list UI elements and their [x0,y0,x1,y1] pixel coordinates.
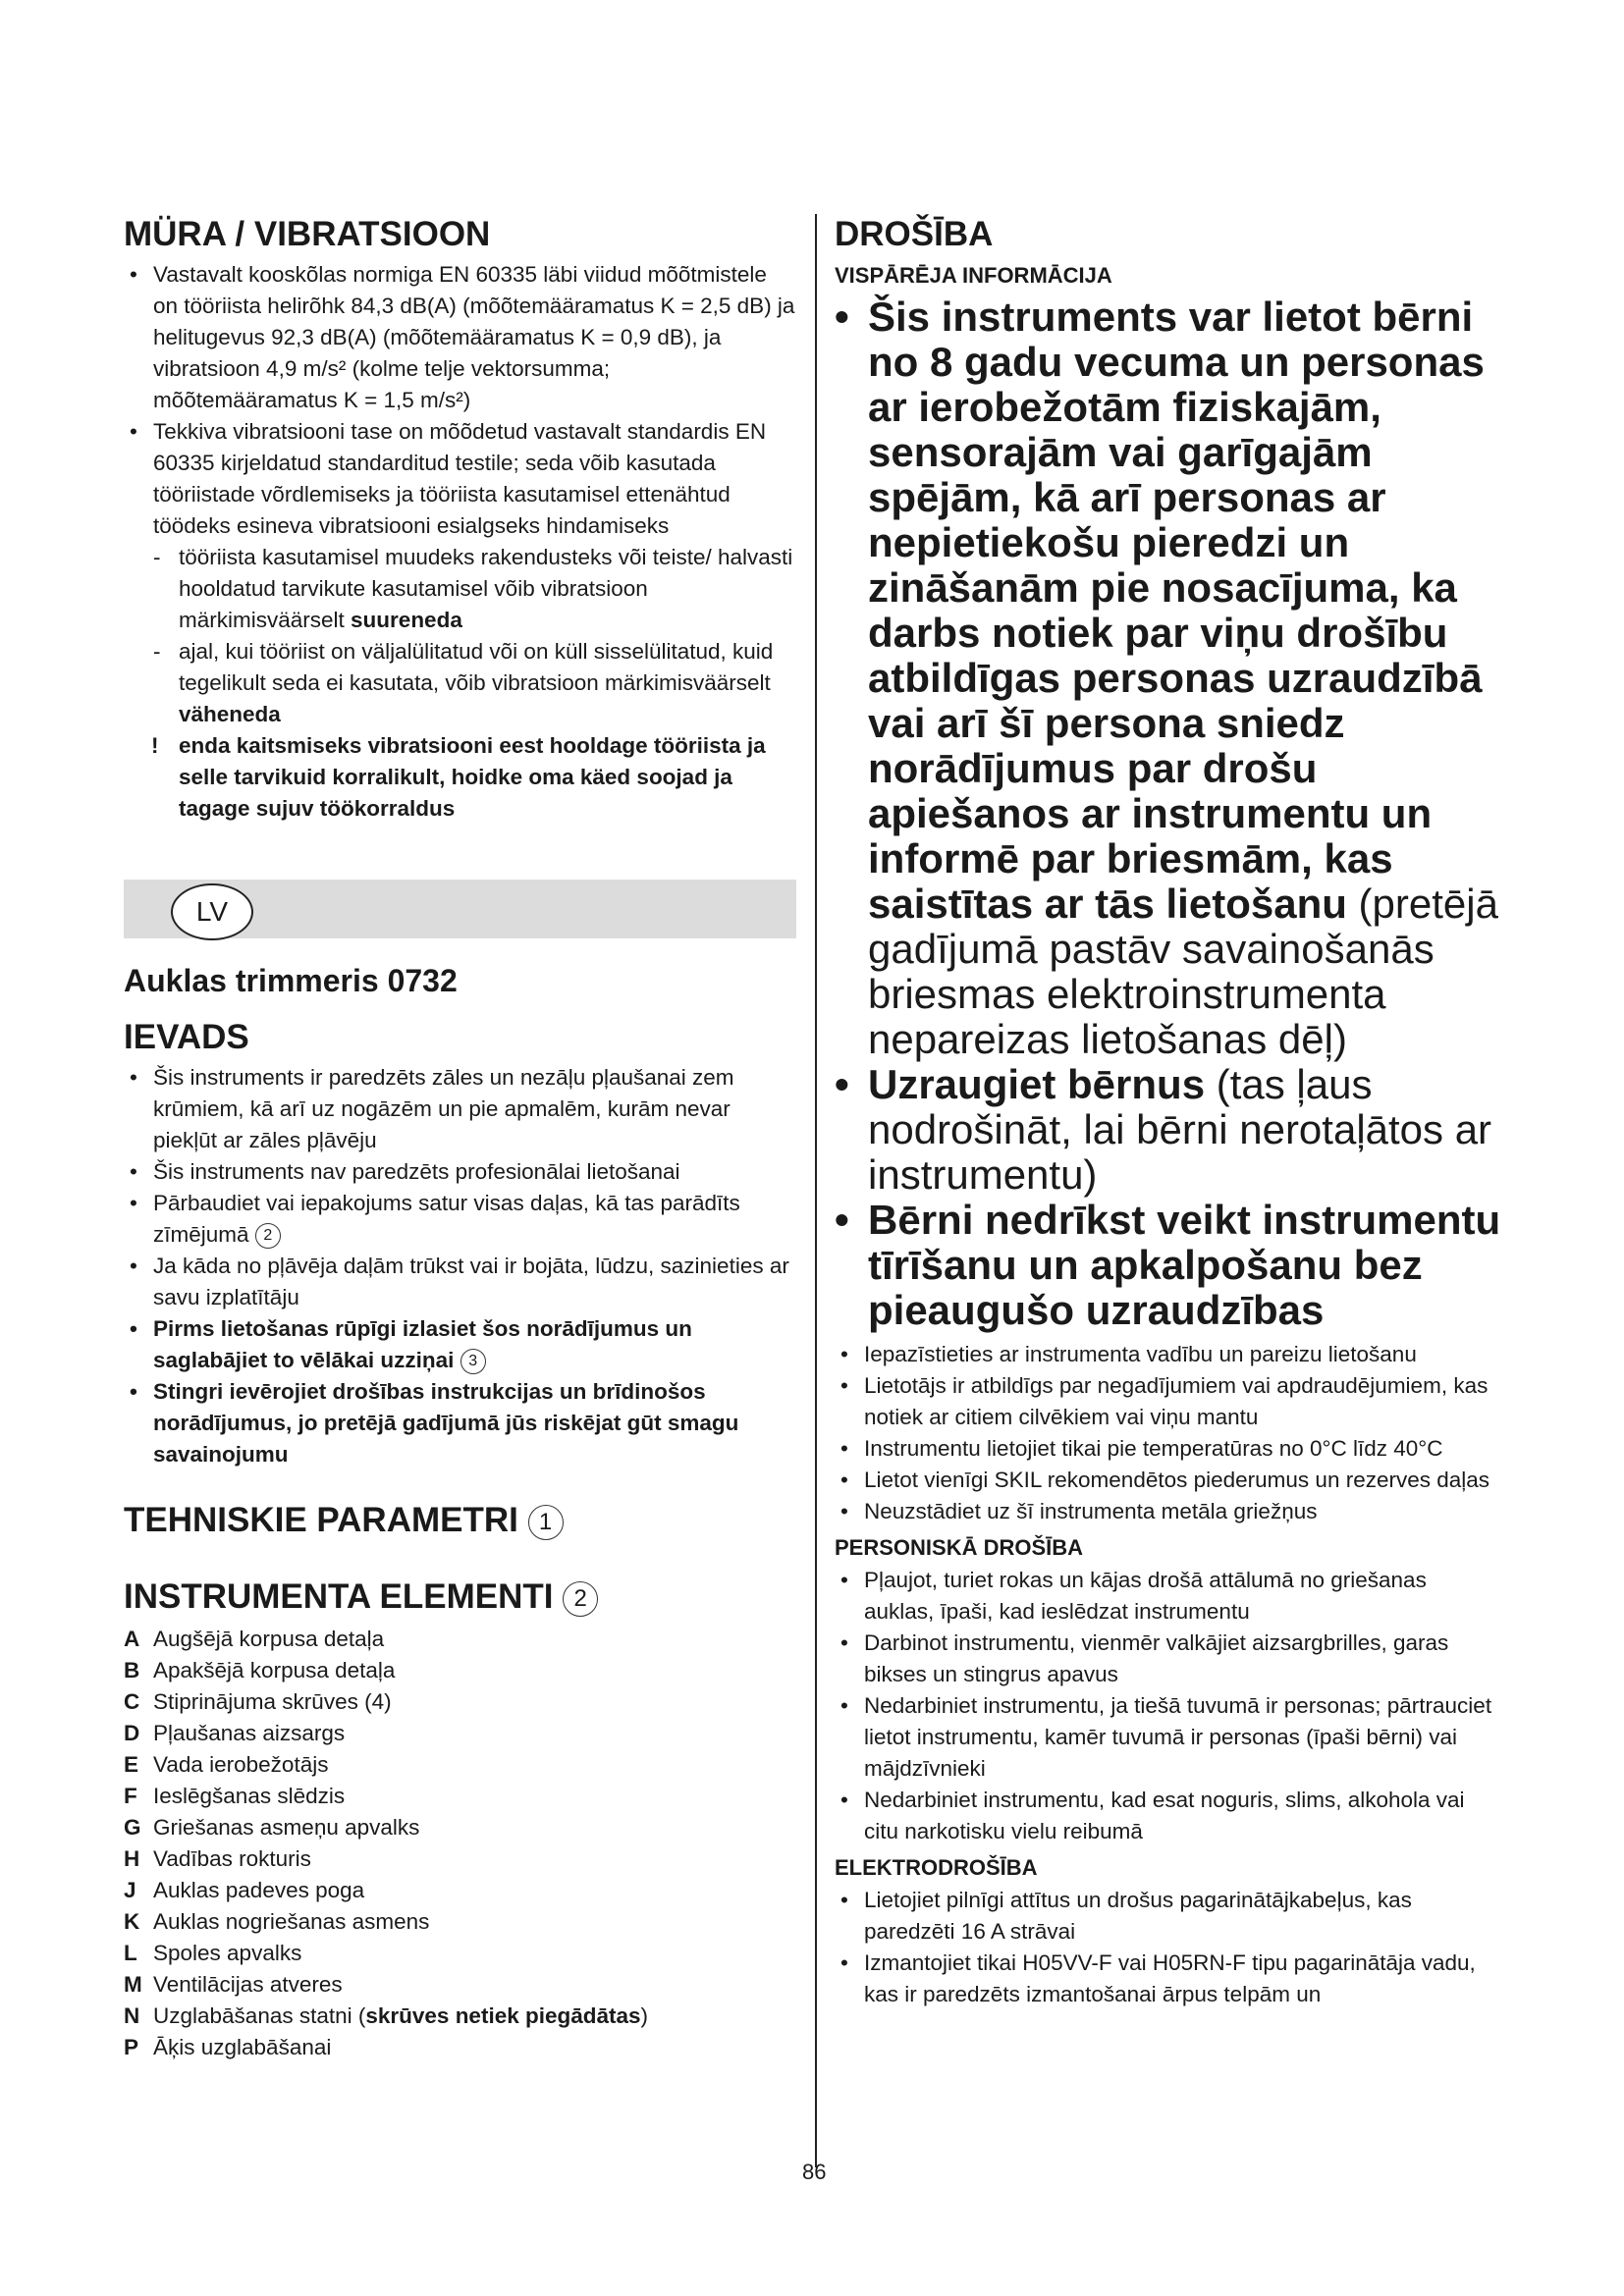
intro-item: • Stingri ievērojiet drošības instrukcijas un brīdinošos norādījumus, jo pretējā gadījumā jūs riskējat gūt smagu savainojumu [124,1376,796,1470]
intro-list [124,1062,796,1470]
noise-dash-item [124,636,796,730]
elements-title [124,1576,796,1618]
figure-ref: 1 [528,1505,564,1540]
general-info-title: VISPĀRĒJA INFORMĀCIJA [835,263,1112,288]
intro-text: Pirms lietošanas rūpīgi izlasiet šos norādījumus un saglabājiet to vēlākai uzziņai [153,1316,692,1373]
electric-safety-title: ELEKTRODROŠĪBA [835,1855,1038,1880]
intro-item: • Ja kāda no pļāvēja daļām trūkst vai ir bojāta, lūdzu, sazinieties ar savu izplatītāju [124,1251,796,1313]
part-text: Uzglabāšanas statni ( [153,2003,366,2029]
part-item [124,1718,796,1749]
elements-title-text: INSTRUMENTA ELEMENTI [124,1577,554,1617]
part-letter: M [124,1972,142,1998]
intro-title: IEVADS [124,1018,249,1057]
dash-text: ajal, kui tööriist on väljalülitatud või on küll sisselülitatud, kuid tegelikult seda ei kasutata, võib vibratsioon märkimisväärselt [179,639,774,695]
part-item [124,1749,796,1781]
tech-title-text: TEHNISKIE PARAMETRI [124,1501,518,1540]
part-letter: G [124,1815,141,1841]
intro-text: Pārbaudiet vai iepakojums satur visas daļas, kā tas parādīts zīmējumā [153,1191,740,1248]
part-letter: F [124,1784,137,1809]
part-text: Auklas nogriešanas asmens [153,1909,430,1935]
part-item [124,1781,796,1812]
part-letter: K [124,1909,140,1935]
warning-item: • Bērni nedrīkst veikt instrumentu tīrīšanu un apkalpošanu bez pieaugušo uzraudzības [835,1198,1502,1333]
general-item: • Instrumentu lietojiet tikai pie temperatūras no 0°C līdz 40°C [835,1433,1502,1465]
part-text: Griešanas asmeņu apvalks [153,1815,420,1841]
part-text: Augšējā korpusa detaļa [153,1627,385,1652]
tech-title [124,1500,796,1541]
general-item: • Lietot vienīgi SKIL rekomendētos piederumus un rezerves daļas [835,1465,1502,1496]
noise-warning: ! enda kaitsmiseks vibratsiooni eest hooldage tööriista ja selle tarvikuid korralikult, hoidke oma käed soojad ja tagage sujuv töökorraldus [124,730,796,825]
part-letter: H [124,1846,140,1872]
personal-item: • Pļaujot, turiet rokas un kājas drošā attālumā no griešanas auklas, īpaši, kad ieslēdzat instrumentu [835,1565,1502,1628]
part-item [124,1875,796,1906]
part-letter: B [124,1658,140,1683]
child-warnings [835,294,1502,1333]
personal-list [835,1565,1502,1847]
intro-item: • Šis instruments nav paredzēts profesionālai lietošanai [124,1156,796,1188]
electric-item: • Izmantojiet tikai H05VV-F vai H05RN-F tipu pagarinātāja vadu, kas ir paredzēts izmantošanai ārpus telpām un [835,1948,1502,2010]
left-column [124,214,796,2063]
intro-item [124,1188,796,1251]
part-item [124,2001,796,2032]
dash-bold: suureneda [351,608,462,632]
warning-bold: Šis instruments var lietot bērni no 8 gadu vecuma un personas ar ierobežotām fiziskajām, sensorajām vai garīgajām spējām, kā arī personas ar nepietiekošu pieredzi un zināšanām pie nosacījuma, ka darbs notiek par viņu drošību atbildīgas personas uzraudzībā vai arī šī persona sniedz norādījumus par drošu apiešanos ar instrumentu un informē par briesmām, kas saistītas ar tās lietošanu [868,294,1485,927]
dash-text: tööriista kasutamisel muudeks rakendusteks või teiste/ halvasti hooldatud tarvikute kasutamisel võib vibratsioon märkimisväärselt [179,545,793,632]
personal-item: • Nedarbiniet instrumentu, kad esat noguris, slims, alkohola vai citu narkotisku vielu reibumā [835,1785,1502,1847]
intro-item [124,1313,796,1376]
part-text: ) [640,2003,649,2029]
part-letter: N [124,2003,140,2029]
part-letter: A [124,1627,140,1652]
parts-list [124,1624,796,2063]
language-banner [124,880,796,938]
intro-item: • Šis instruments ir paredzēts zāles un nezāļu pļaušanai zem krūmiem, kā arī uz nogāzēm un pie apmalēm, kurām nevar piekļūt ar zāles pļāvēju [124,1062,796,1156]
part-item [124,1624,796,1655]
part-letter: D [124,1721,140,1746]
part-text: Ieslēgšanas slēdzis [153,1784,346,1809]
part-letter: L [124,1941,137,1966]
warning-normal: (pretējā gadījumā pastāv savainošanās briesmas elektroinstrumenta nepareizas lietošanas dēļ) [868,881,1498,1062]
part-item [124,1969,796,2001]
part-text: Spoles apvalks [153,1941,302,1966]
noise-dash-item [124,542,796,636]
part-item [124,1655,796,1686]
figure-ref: 2 [255,1223,281,1249]
part-text-bold: skrūves netiek piegādātas [365,2003,641,2029]
personal-safety-title: PERSONISKĀ DROŠĪBA [835,1535,1084,1560]
warning-normal: (tas ļaus nodrošināt, lai bērni nerotaļātos ar instrumentu) [868,1061,1492,1198]
figure-ref: 2 [563,1581,598,1617]
page-number: 86 [802,2160,827,2184]
part-item [124,1906,796,1938]
part-text: Ventilācijas atveres [153,1972,343,1998]
noise-item: • Vastavalt kooskõlas normiga EN 60335 läbi viidud mõõtmistele on tööriista helirõhk 84,3 dB(A) (mõõtemääramatus K = 2,5 dB) ja helitugevus 92,3 dB(A) (mõõtemääramatus K = 0,9 dB), ja vibratsioon 4,9 m/s² (kolme telje vektorsumma; mõõtemääramatus K = 1,5 m/s²) [124,259,796,416]
part-text: Vada ierobežotājs [153,1752,329,1778]
electric-item: • Lietojiet pilnīgi attītus un drošus pagarinātājkabeļus, kas paredzēti 16 A strāvai [835,1885,1502,1948]
part-item [124,1938,796,1969]
part-letter: J [124,1878,136,1903]
product-title: Auklas trimmeris 0732 [124,963,458,998]
part-letter: P [124,2035,139,2060]
warning-item [835,294,1502,1062]
part-item [124,1843,796,1875]
personal-item: • Darbinot instrumentu, vienmēr valkājiet aizsargbrilles, garas bikses un stingrus apavus [835,1628,1502,1690]
general-item: • Neuzstādiet uz šī instrumenta metāla griežņus [835,1496,1502,1527]
warning-bold: Uzraugiet bērnus [868,1061,1206,1107]
personal-item: • Nedarbiniet instrumentu, ja tiešā tuvumā ir personas; pārtrauciet lietot instrumentu, kamēr tuvumā ir personas (īpaši bērni) vai mājdzīvnieki [835,1690,1502,1785]
part-letter: E [124,1752,139,1778]
part-item [124,2032,796,2063]
part-text: Stiprinājuma skrūves (4) [153,1689,392,1715]
part-item [124,1686,796,1718]
noise-title: MÜRA / VIBRATSIOON [124,215,491,253]
safety-title: DROŠĪBA [835,215,994,253]
noise-list [124,259,796,825]
general-list [835,1339,1502,1527]
part-text: Auklas padeves poga [153,1878,365,1903]
part-text: Pļaušanas aizsargs [153,1721,346,1746]
column-divider [815,214,817,2167]
general-item: • Lietotājs ir atbildīgs par negadījumiem vai apdraudējumiem, kas notiek ar citiem cilvēkiem vai viņu mantu [835,1370,1502,1433]
language-badge: LV [171,883,253,940]
part-letter: C [124,1689,140,1715]
noise-item: • Tekkiva vibratsiooni tase on mõõdetud vastavalt standardis EN 60335 kirjeldatud standarditud testile; seda võib kasutada tööriistade võrdlemiseks ja tööriista kasutamisel ettenähtud töödeks esineva vibratsiooni esialgseks hindamiseks [124,416,796,542]
dash-bold: väheneda [179,702,281,726]
figure-ref: 3 [460,1349,486,1374]
part-text: Apakšējā korpusa detaļa [153,1658,396,1683]
part-text: Āķis uzglabāšanai [153,2035,332,2060]
part-text: Vadības rokturis [153,1846,311,1872]
warning-item [835,1062,1502,1198]
right-column [835,214,1502,2010]
part-item [124,1812,796,1843]
general-item: • Iepazīstieties ar instrumenta vadību un pareizu lietošanu [835,1339,1502,1370]
electric-list [835,1885,1502,2010]
